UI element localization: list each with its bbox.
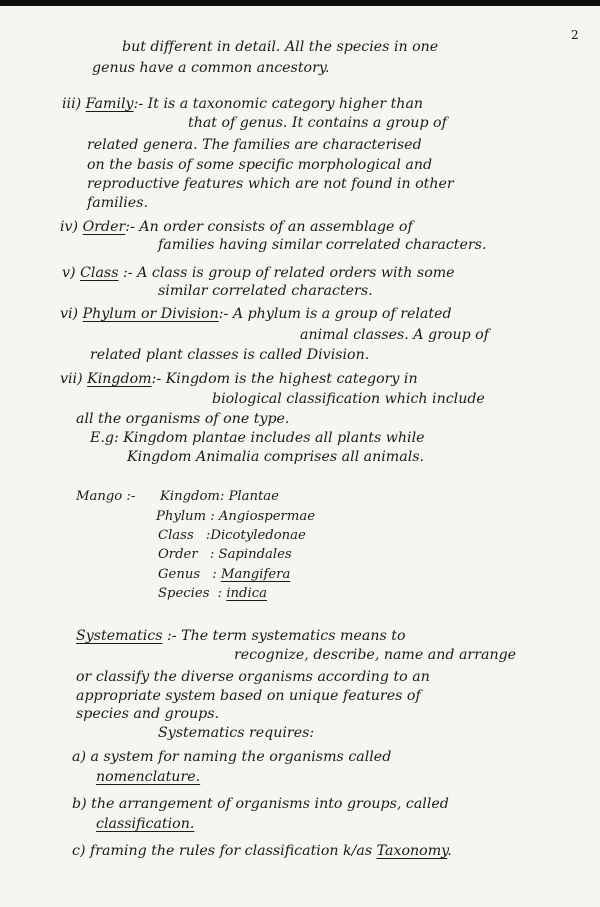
mango-row-species: [158, 585, 267, 603]
kingdom-line-4: E.g: Kingdom plantae includes all plants while: [90, 430, 425, 446]
phylum-term: Phylum or Division: [82, 306, 219, 322]
class-line-2: similar correlated characters.: [158, 283, 373, 299]
family-separator: :-: [133, 96, 144, 112]
class-line-1: A class is group of related orders with some: [137, 265, 455, 281]
mango-row-kingdom: [160, 488, 279, 506]
kingdom-number: vii): [60, 371, 83, 387]
kingdom-heading: [60, 370, 418, 388]
order-line-1: An order consists of an assemblage of: [139, 219, 413, 235]
mango-rank: Genus: [158, 567, 201, 582]
mango-sep: :: [217, 586, 223, 601]
item-c-text: c) framing the rules for classification k/as: [72, 843, 373, 859]
mango-sep: :: [212, 567, 217, 582]
mango-rank: Order: [158, 547, 198, 562]
mango-value: Dicotyledonae: [210, 528, 306, 543]
mango-rank: Phylum: [156, 509, 207, 524]
systematics-line-4: appropriate system based on unique features of: [76, 688, 421, 704]
mango-row-phylum: [156, 508, 315, 526]
item-c-line: [72, 842, 452, 860]
phylum-separator: :-: [218, 306, 229, 322]
phylum-line-3: related plant classes is called Division.: [90, 347, 370, 363]
mango-label: Mango :-: [76, 489, 136, 504]
genus-line-2: genus have a common ancestory.: [92, 60, 330, 76]
systematics-line-5: species and groups.: [76, 706, 220, 722]
class-number: v): [62, 265, 76, 281]
mango-row-class: [158, 527, 306, 545]
kingdom-separator: :-: [151, 371, 162, 387]
mango-value: indica: [226, 586, 267, 601]
systematics-term: Systematics: [76, 628, 163, 644]
kingdom-term: Kingdom: [87, 371, 152, 387]
class-separator: :-: [123, 265, 133, 281]
class-heading: [62, 264, 455, 282]
kingdom-line-5: Kingdom Animalia comprises all animals.: [127, 449, 425, 465]
systematics-line-2: recognize, describe, name and arrange: [234, 647, 517, 663]
mango-rank: Class: [158, 528, 194, 543]
mango-value: Angiospermae: [218, 509, 316, 524]
systematics-separator: :-: [167, 628, 177, 644]
item-c-term: Taxonomy: [376, 843, 448, 859]
item-b-line-2: classification.: [96, 816, 195, 832]
family-line-5: reproductive features which are not found in other: [87, 176, 454, 192]
order-term: Order: [82, 219, 126, 235]
mango-row-order: [158, 546, 292, 564]
order-heading: [60, 218, 413, 236]
family-line-6: families.: [87, 195, 148, 211]
kingdom-line-1: Kingdom is the highest category in: [165, 371, 418, 387]
item-a-line-1: a) a system for naming the organisms called: [72, 749, 392, 765]
kingdom-line-2: biological classification which include: [212, 391, 485, 407]
order-separator: :-: [125, 219, 135, 235]
order-line-2: families having similar correlated characters.: [158, 237, 487, 253]
mango-sep: :: [209, 547, 215, 562]
kingdom-line-3: all the organisms of one type.: [76, 411, 290, 427]
mango-sep: :: [219, 489, 225, 504]
class-term: Class: [80, 265, 119, 281]
phylum-heading: [60, 305, 452, 323]
page-number: 2: [571, 28, 579, 42]
mango-row-genus: [158, 566, 290, 584]
mango-value: Mangifera: [220, 567, 291, 582]
phylum-line-1: A phylum is a group of related: [232, 306, 452, 322]
item-c-end: .: [447, 843, 452, 859]
mango-sep: :: [210, 509, 215, 524]
systematics-requires: Systematics requires:: [158, 725, 315, 741]
family-line-3: related genera. The families are characterised: [87, 137, 422, 153]
family-line-1: It is a taxonomic category higher than: [147, 96, 424, 112]
order-number: iv): [60, 219, 79, 235]
family-heading: [62, 95, 423, 113]
item-b-line-1: b) the arrangement of organisms into groups, called: [72, 796, 449, 812]
mango-value: Sapindales: [218, 547, 292, 562]
family-line-2: that of genus. It contains a group of: [188, 115, 447, 131]
item-a-line-2: nomenclature.: [96, 769, 201, 785]
mango-rank: Species: [158, 586, 210, 601]
mango-rank: Kingdom: [160, 489, 220, 504]
phylum-number: vi): [60, 306, 79, 322]
family-line-4: on the basis of some specific morphological and: [87, 157, 433, 173]
family-number: iii): [62, 96, 82, 112]
genus-line-1: but different in detail. All the species in one: [122, 39, 439, 55]
systematics-line-1: The term systematics means to: [181, 628, 406, 644]
phylum-line-2: animal classes. A group of: [300, 327, 489, 343]
mango-value: Plantae: [228, 489, 279, 504]
systematics-line-3: or classify the diverse organisms according to an: [76, 669, 430, 685]
family-term: Family: [85, 96, 134, 112]
mango-sep: :: [205, 528, 211, 543]
systematics-heading: [76, 627, 406, 645]
